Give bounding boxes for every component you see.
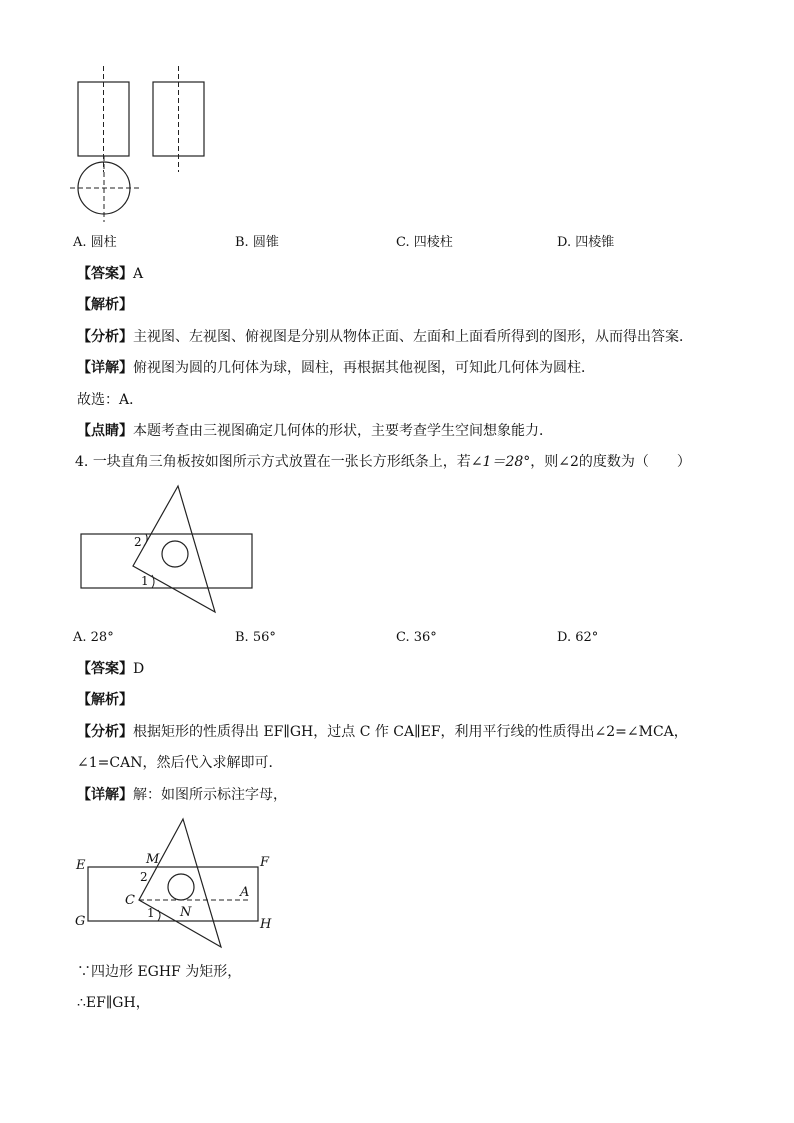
- q3-option-a: A. 圆柱: [73, 235, 117, 250]
- q4-step-2: ∴EF∥GH，: [77, 995, 150, 1011]
- q3-option-d: D. 四棱锥: [557, 235, 615, 250]
- q4-stem-angle: ∠1＝28°: [470, 454, 531, 470]
- q3-answer-tag: 【答案】: [77, 266, 133, 282]
- q3-option-b: B. 圆锥: [235, 235, 279, 250]
- label-angle-2: 2: [140, 870, 148, 884]
- q4-analysis-tag: 【解析】: [77, 692, 133, 708]
- q3-analysis-tag: 【解析】: [77, 297, 133, 313]
- q4-fenxi-cont: ∠1=CAN，然后代入求解即可．: [77, 755, 283, 771]
- q3-choose: 故选：A．: [77, 392, 144, 408]
- q3-fenxi: [77, 327, 693, 347]
- q3-xiangjie-text: 俯视图为圆的几何体为球，圆柱，再根据其他视图，可知此几何体为圆柱．: [133, 360, 595, 376]
- q4-xiangjie-tag: 【详解】: [77, 787, 133, 803]
- q4-option-b: B. 56°: [235, 630, 276, 645]
- q3-option-c: C. 四棱柱: [396, 235, 453, 250]
- q4-option-c: C. 36°: [396, 630, 437, 645]
- q4-figure: [0, 470, 794, 630]
- label-N: N: [180, 905, 192, 920]
- q4-fenxi: [77, 722, 688, 742]
- q4-fenxi-line1: 根据矩形的性质得出 EF∥GH，过点 C 作 CA∥EF，利用平行线的性质得出∠2=∠MCA，: [133, 724, 688, 740]
- q4-number: 4.: [75, 454, 89, 470]
- set-square-hole-labelled: [168, 874, 194, 900]
- q3-xiangjie: [77, 358, 595, 378]
- q3-dianjing: [77, 421, 553, 441]
- label-H: H: [260, 917, 272, 932]
- label-M: M: [146, 852, 160, 867]
- q4-angle-2-label: 2: [134, 535, 142, 549]
- rectangle-EGHF: [88, 867, 258, 921]
- label-A: A: [240, 885, 250, 900]
- q4-labelled-figure: [0, 810, 794, 950]
- q3-answer: [77, 264, 143, 284]
- q4-answer-value: D: [133, 661, 145, 677]
- q4-analysis-heading: [77, 690, 133, 710]
- label-F: F: [260, 855, 270, 870]
- q4-angle-1-label: 1: [141, 574, 149, 588]
- set-square: [133, 486, 215, 612]
- q4-answer-tag: 【答案】: [77, 661, 133, 677]
- q3-answer-value: A: [133, 266, 144, 282]
- q4-option-a: A. 28°: [73, 630, 114, 645]
- q3-dianjing-tag: 【点睛】: [77, 423, 133, 439]
- set-square-labelled: [139, 819, 221, 947]
- label-E: E: [76, 858, 86, 873]
- q3-xiangjie-tag: 【详解】: [77, 360, 133, 376]
- q4-answer: [77, 659, 144, 679]
- q4-fenxi-tag: 【分析】: [77, 724, 133, 740]
- q3-fenxi-text: 主视图、左视图、俯视图是分别从物体正面、左面和上面看所得到的图形，从而得出答案．: [133, 329, 693, 345]
- three-view-figure: [0, 0, 794, 230]
- label-G: G: [75, 914, 86, 929]
- label-angle-1: 1: [147, 906, 155, 920]
- q3-analysis-heading: [77, 295, 133, 315]
- label-C: C: [125, 893, 135, 908]
- q4-stem-after: ，则∠2的度数为（ ）: [530, 454, 691, 470]
- q4-step-1: ∵四边形 EGHF 为矩形，: [77, 964, 242, 980]
- q4-stem-before: 一块直角三角板按如图所示方式放置在一张长方形纸条上，若: [92, 454, 471, 470]
- q4-xiangjie: [77, 785, 287, 805]
- q3-dianjing-text: 本题考查由三视图确定几何体的形状，主要考查学生空间想象能力．: [133, 423, 553, 439]
- q4-stem: [75, 452, 691, 472]
- q3-fenxi-tag: 【分析】: [77, 329, 133, 345]
- q4-option-d: D. 62°: [557, 630, 599, 645]
- q4-xiangjie-text: 解：如图所示标注字母，: [133, 787, 287, 803]
